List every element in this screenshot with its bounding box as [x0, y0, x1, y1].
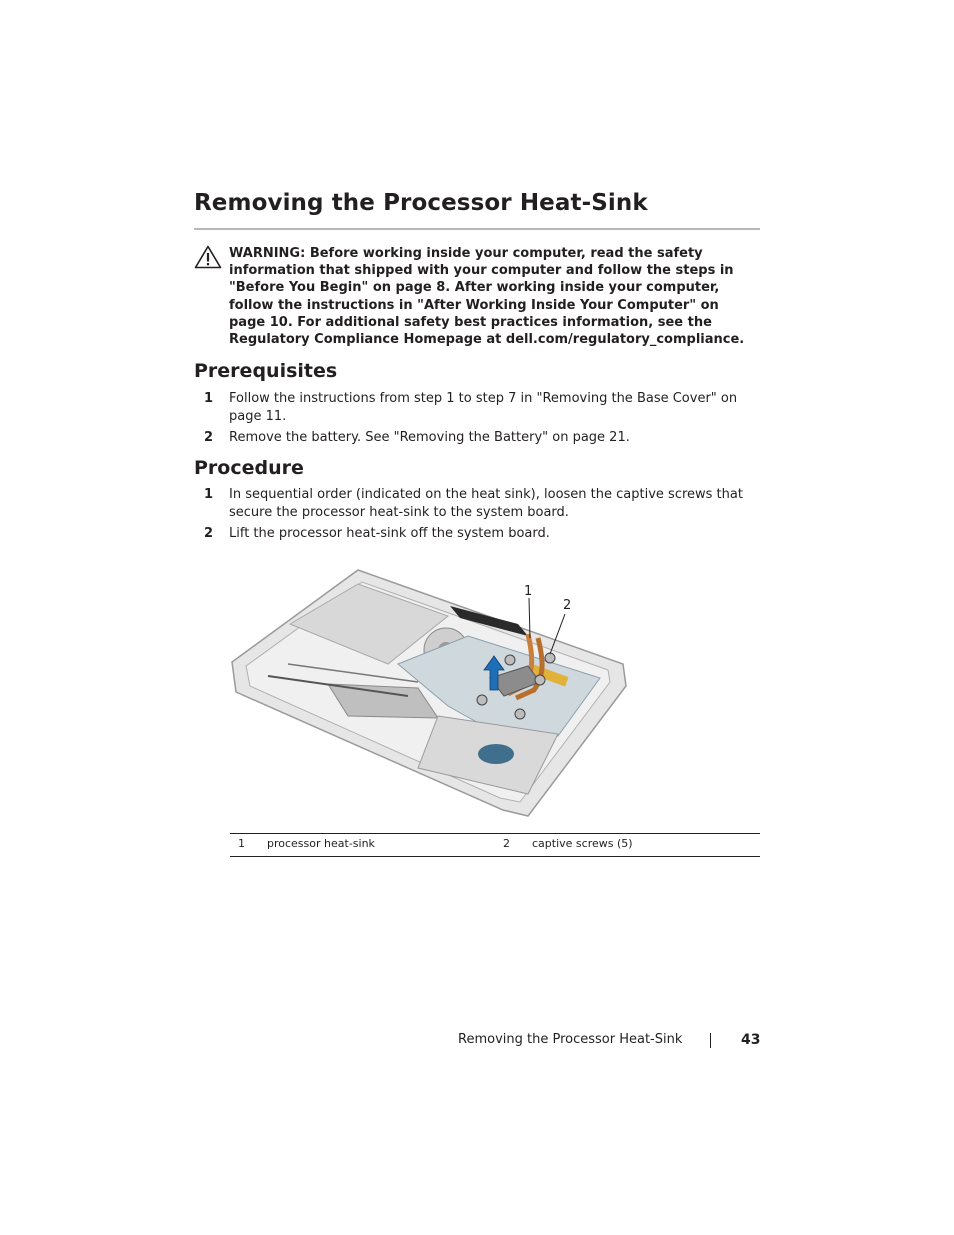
step-number: 1	[204, 487, 214, 502]
captive-screw	[477, 695, 487, 705]
legend-number: 2	[503, 837, 510, 850]
warning-text: WARNING: Before working inside your computer, read the safety information that shipped with your computer and follow the steps in "Before You Begin" on page 8. After working inside your computer, follow the instructions in "After Working Inside Your Computer" on page 10. For additional safety best practices information, see the Regulatory Compliance Homepage at dell.com/regulatory_compliance.	[229, 246, 745, 348]
page-number: 43	[741, 1032, 761, 1048]
step-number: 1	[204, 391, 214, 406]
prerequisite-step	[204, 429, 760, 447]
legend-label: captive screws (5)	[532, 837, 633, 850]
touchpad-board	[478, 744, 514, 764]
legend-label: processor heat-sink	[267, 837, 375, 850]
step-number: 2	[204, 526, 214, 541]
procedure-steps	[204, 486, 760, 547]
callout-1: 1	[524, 584, 533, 599]
legend-number: 1	[238, 837, 245, 850]
step-text: Follow the instructions from step 1 to step 7 in "Removing the Base Cover" on page 11.	[229, 391, 738, 424]
prerequisites-heading: Prerequisites	[194, 360, 338, 382]
captive-screw	[535, 675, 545, 685]
step-text: Remove the battery. See "Removing the Battery" on page 21.	[229, 430, 630, 445]
procedure-step	[204, 486, 760, 521]
page-title: Removing the Processor Heat-Sink	[194, 190, 648, 216]
captive-screw	[545, 653, 555, 663]
prerequisites-steps	[204, 390, 760, 451]
figure-legend	[230, 833, 760, 857]
callout-2: 2	[563, 598, 572, 613]
captive-screw	[515, 709, 525, 719]
warning-triangle-icon	[194, 245, 222, 269]
title-rule	[194, 228, 760, 230]
step-text: Lift the processor heat-sink off the system board.	[229, 526, 550, 541]
step-number: 2	[204, 430, 214, 445]
captive-screw	[505, 655, 515, 665]
prerequisite-step	[204, 390, 760, 425]
procedure-step	[204, 525, 760, 543]
footer-section-title: Removing the Processor Heat-Sink	[458, 1032, 683, 1047]
footer-separator	[710, 1033, 711, 1048]
procedure-heading: Procedure	[194, 457, 304, 479]
step-text: In sequential order (indicated on the heat sink), loosen the captive screws that secure the processor heat-sink to the system board.	[229, 487, 743, 520]
